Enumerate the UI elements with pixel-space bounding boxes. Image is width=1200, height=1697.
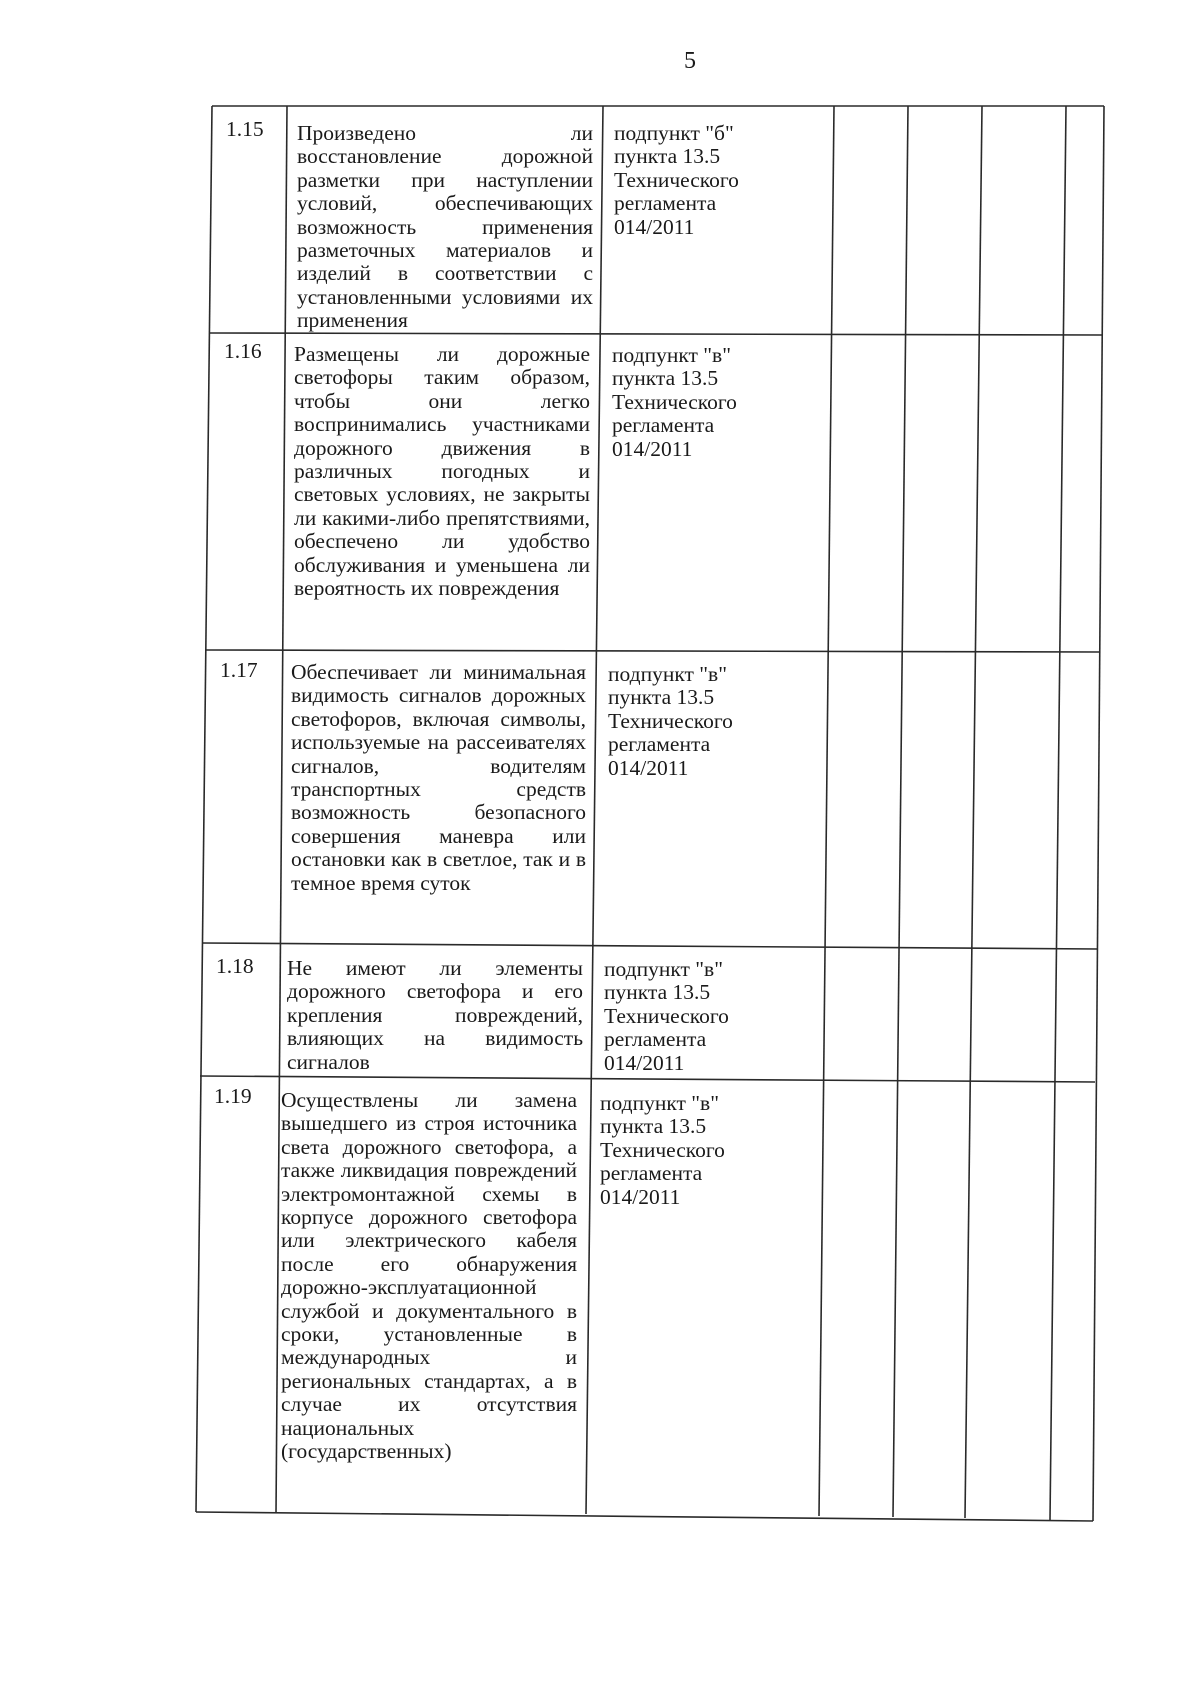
row-number: 1.16 [224,339,262,363]
row-question: Размещены ли дорожные светофоры таким образом, чтобы они легко воспринимались участниками дорожного движения в различных погодных и световых условиях, не закрыты ли какими-либо препятствиями, обеспечено ли удобство обслуживания и уменьшена ли вероятность их повреждения [294,342,590,601]
row-question: Произведено ли восстановление дорожной разметки при наступлении условий, обеспечивающих возможность применения разметочных материалов и изделий в соответствии с установленными условиями их применения [297,121,593,333]
row-reference: подпункт "б" пункта 13.5 Технического регламента 014/2011 [614,121,739,239]
row-question: Осуществлены ли замена вышедшего из строя источника света дорожного светофора, а также ликвидация повреждений электромонтажной схемы в корпусе дорожного светофора или электрического кабеля после его обнаружения дорожно-эксплуатационной службой и документального в сроки, установленные в международных и региональных стандартах, а в случае их отсутствия национальных (государственных) [281,1088,577,1464]
row-number: 1.19 [214,1084,252,1108]
page-number: 5 [684,48,696,74]
row-reference: подпункт "в" пункта 13.5 Технического регламента 014/2011 [612,343,737,461]
row-reference: подпункт "в" пункта 13.5 Технического регламента 014/2011 [604,957,729,1075]
row-number: 1.17 [220,658,258,682]
row-reference: подпункт "в" пункта 13.5 Технического регламента 014/2011 [600,1091,725,1209]
row-question: Не имеют ли элементы дорожного светофора и его крепления повреждений, влияющих на видимость сигналов [287,956,583,1074]
row-number: 1.15 [226,117,264,141]
row-number: 1.18 [216,954,254,978]
row-reference: подпункт "в" пункта 13.5 Технического регламента 014/2011 [608,662,733,780]
row-question: Обеспечивает ли минимальная видимость сигналов дорожных светофоров, включая символы, используемые на рассеивателях сигналов, водителям транспортных средств возможность безопасного совершения маневра или остановки как в светлое, так и в темное время суток [291,660,586,895]
